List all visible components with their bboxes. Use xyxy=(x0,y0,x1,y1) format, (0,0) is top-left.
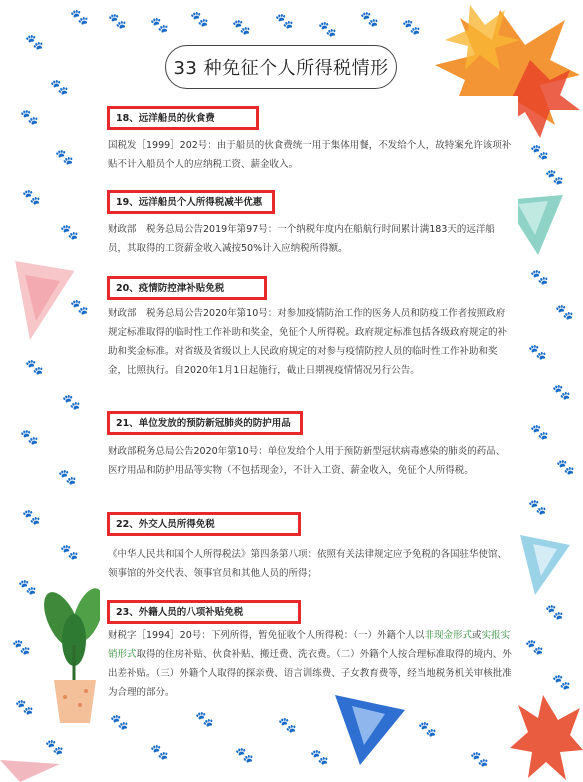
paw-print-icon: 🐾 xyxy=(318,20,337,38)
paw-print-icon: 🐾 xyxy=(15,698,34,716)
paw-print-icon: 🐾 xyxy=(402,18,421,36)
highlight-text: 实报实销形式 xyxy=(108,630,511,660)
paw-print-icon: 🐾 xyxy=(25,33,44,51)
body-text: 财税字［1994］20号：下列所得，暂免征收个人所得税：（一）外籍个人以 xyxy=(108,630,425,641)
paw-print-icon: 🐾 xyxy=(150,16,169,34)
paw-print-icon: 🐾 xyxy=(45,738,64,756)
paw-print-icon: 🐾 xyxy=(108,12,127,30)
paw-print-icon: 🐾 xyxy=(12,638,31,656)
paw-print-icon: 🐾 xyxy=(50,78,69,96)
paw-print-icon: 🐾 xyxy=(360,10,379,28)
paw-print-icon: 🐾 xyxy=(530,268,549,286)
section-heading: 20、疫情防控津补贴免税 xyxy=(107,276,267,300)
section-heading: 18、远洋船员的伙食费 xyxy=(107,106,259,130)
paw-print-icon: 🐾 xyxy=(22,188,41,206)
page-title: 33 种免征个人所得税情形 xyxy=(173,58,389,79)
paw-print-icon: 🐾 xyxy=(110,713,129,731)
paw-print-icon: 🐾 xyxy=(556,458,575,476)
paw-print-icon: 🐾 xyxy=(545,603,564,621)
section-heading: 19、远洋船员个人所得税减半优惠 xyxy=(107,190,275,214)
paw-print-icon: 🐾 xyxy=(555,303,574,321)
paw-print-icon: 🐾 xyxy=(60,223,79,241)
paw-print-icon: 🐾 xyxy=(18,578,37,596)
paw-print-icon: 🐾 xyxy=(552,383,571,401)
bunting-flag-icon xyxy=(515,530,575,600)
section-body: 国税发［1999］202号：由于船员的伙食费统一用于集体用餐，不发给个人，故特案允许该项补贴不计入船员个人的应纳税工资、薪金收入。 xyxy=(108,140,512,170)
paw-print-icon: 🐾 xyxy=(552,673,571,691)
paw-print-icon: 🐾 xyxy=(525,638,544,656)
body-text: 取得的住房补贴、伙食补贴、搬迁费、洗衣费。（二）外籍个人按合理标准取得的境内、外出差补贴。（三）外籍个人取得的探亲费、语言训练费、子女教育费等，经当地税务机关审核批准为合理的部分。 xyxy=(108,649,512,698)
paw-print-icon: 🐾 xyxy=(545,168,564,186)
paw-print-icon: 🐾 xyxy=(195,710,214,728)
paw-print-icon: 🐾 xyxy=(278,716,297,734)
section-body: 财政部 税务总局公告2020年第10号：对参加疫情防治工作的医务人员和防疫工作者按照政府规定标准取得的临时性工作补助和奖金，免征个人所得税。政府规定标准包括各级政府规定的补助和奖金标准。对省级及省级以上人民政府规定的对参与疫情防控人员的临时性工作补助和奖金，比照执行。自2020年1月1日起施行，截止日期视疫情情况另行公告。 xyxy=(108,308,508,376)
body-text: 或 xyxy=(472,630,482,641)
paw-print-icon: 🐾 xyxy=(150,743,169,761)
paw-print-icon: 🐾 xyxy=(530,143,549,161)
autumn-leaf-icon xyxy=(508,690,583,782)
paw-print-icon: 🐾 xyxy=(20,428,39,446)
paw-print-icon: 🐾 xyxy=(232,18,251,36)
paw-print-icon: 🐾 xyxy=(528,498,547,516)
paw-print-icon: 🐾 xyxy=(70,8,89,26)
section-heading: 22、外交人员所得免税 xyxy=(107,512,301,536)
paw-print-icon: 🐾 xyxy=(470,750,489,768)
section-heading: 23、外籍人员的八项补贴免税 xyxy=(107,600,301,624)
paw-print-icon: 🐾 xyxy=(22,508,41,526)
section-body: 《中华人民共和国个人所得税法》第四条第八项：依照有关法律规定应予免税的各国驻华使馆、领事馆的外交代表、领事官员和其他人员的所得； xyxy=(108,549,508,579)
paw-print-icon: 🐾 xyxy=(190,10,209,28)
section-heading: 21、单位发放的预防新冠肺炎的防护用品 xyxy=(107,411,303,435)
paw-print-icon: 🐾 xyxy=(235,746,254,764)
paw-print-icon: 🐾 xyxy=(60,543,79,561)
paw-print-icon: 🐾 xyxy=(310,748,329,766)
title-banner xyxy=(165,45,397,89)
bunting-flag-icon xyxy=(0,760,60,782)
highlight-text: 非现金形式 xyxy=(424,630,473,641)
section-body: 财政部 税务总局公告2019年第97号：一个纳税年度内在船航行时间累计满183天的远洋船员，其取得的工资薪金收入减按50%计入应纳税所得额。 xyxy=(108,224,495,254)
paw-print-icon: 🐾 xyxy=(20,108,39,126)
section-body: 财政部税务总局公告2020年第10号：单位发给个人用于预防新型冠状病毒感染的肺炎的药品、医疗用品和防护用品等实物（不包括现金），不计入工资、薪金收入，免征个人所得税。 xyxy=(108,446,506,476)
paw-print-icon: 🐾 xyxy=(275,12,294,30)
paw-print-icon: 🐾 xyxy=(530,423,549,441)
content-panel xyxy=(100,96,518,698)
paw-print-icon: 🐾 xyxy=(55,148,74,166)
paw-print-icon: 🐾 xyxy=(70,298,89,316)
bunting-flag-icon xyxy=(330,690,410,770)
paw-print-icon: 🐾 xyxy=(25,358,44,376)
paw-print-icon: 🐾 xyxy=(528,343,547,361)
paw-print-icon: 🐾 xyxy=(62,393,81,411)
section-body xyxy=(108,626,512,702)
paw-print-icon: 🐾 xyxy=(418,720,437,738)
paw-print-icon: 🐾 xyxy=(58,468,77,486)
